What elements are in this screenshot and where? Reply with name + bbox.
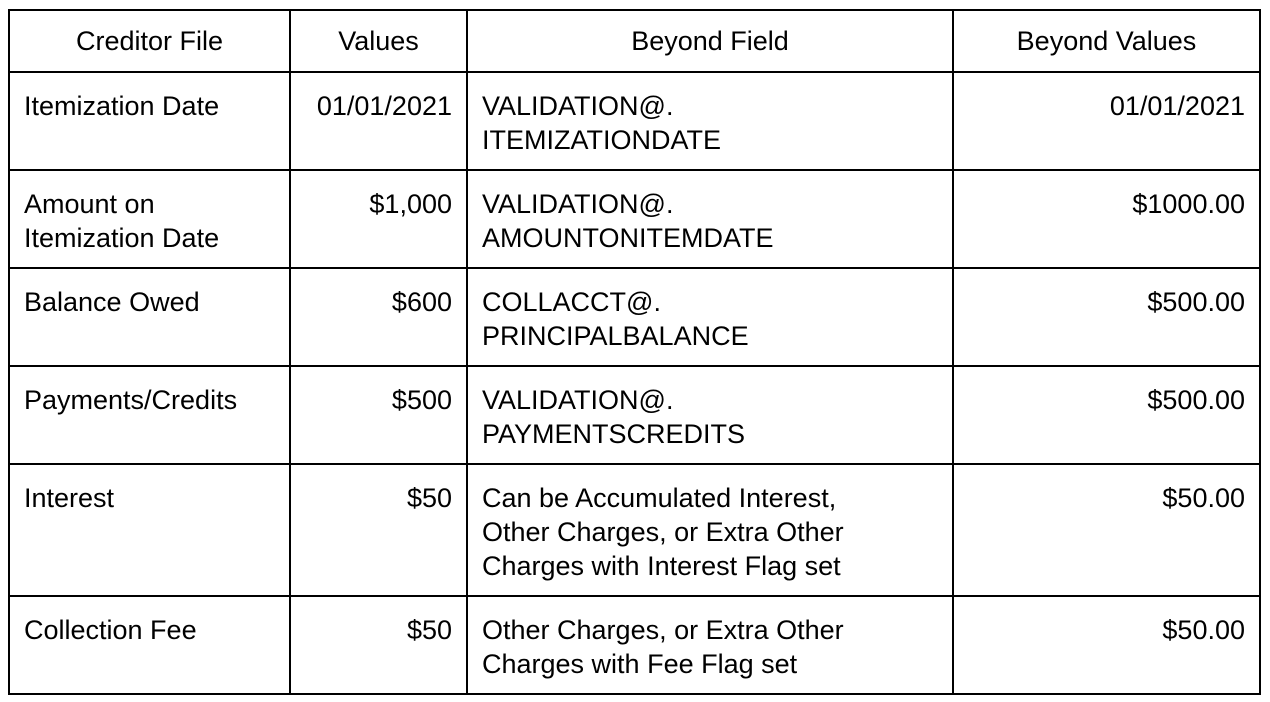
cell-line: Other Charges, or Extra Other	[482, 517, 844, 547]
cell-beyond-field	[467, 596, 953, 694]
cell-value: $1,000	[290, 170, 467, 268]
mapping-table-container	[8, 9, 1261, 695]
cell-line: Payments/Credits	[24, 385, 238, 415]
cell-beyond-field	[467, 464, 953, 596]
cell-value: $50	[290, 464, 467, 596]
cell-creditor-file	[9, 170, 290, 268]
cell-line: VALIDATION@.	[482, 385, 674, 415]
header-values: Values	[290, 10, 467, 72]
cell-line: PAYMENTSCREDITS	[482, 419, 746, 449]
cell-creditor-file	[9, 72, 290, 170]
cell-value: $50	[290, 596, 467, 694]
cell-beyond-value: $50.00	[953, 596, 1260, 694]
cell-creditor-file	[9, 268, 290, 366]
table-row	[9, 596, 1260, 694]
cell-line: Amount on	[24, 189, 155, 219]
table-row	[9, 72, 1260, 170]
cell-line: Collection Fee	[24, 615, 197, 645]
header-beyond-field: Beyond Field	[467, 10, 953, 72]
field-mapping-table	[8, 9, 1261, 695]
cell-line: COLLACCT@.	[482, 287, 661, 317]
cell-creditor-file	[9, 464, 290, 596]
cell-beyond-value: $1000.00	[953, 170, 1260, 268]
header-creditor-file: Creditor File	[9, 10, 290, 72]
cell-beyond-field	[467, 366, 953, 464]
cell-creditor-file	[9, 366, 290, 464]
cell-line: VALIDATION@.	[482, 91, 674, 121]
cell-line: Can be Accumulated Interest,	[482, 483, 837, 513]
cell-value: $500	[290, 366, 467, 464]
table-row	[9, 366, 1260, 464]
cell-line: Itemization Date	[24, 223, 220, 253]
cell-beyond-value: $50.00	[953, 464, 1260, 596]
cell-line: Other Charges, or Extra Other	[482, 615, 844, 645]
cell-beyond-field	[467, 268, 953, 366]
table-row	[9, 170, 1260, 268]
cell-line: Charges with Fee Flag set	[482, 649, 798, 679]
cell-value: 01/01/2021	[290, 72, 467, 170]
table-row	[9, 268, 1260, 366]
cell-line: Balance Owed	[24, 287, 200, 317]
cell-creditor-file	[9, 596, 290, 694]
cell-line: Itemization Date	[24, 91, 220, 121]
cell-beyond-field	[467, 72, 953, 170]
table-header-row	[9, 10, 1260, 72]
cell-beyond-field	[467, 170, 953, 268]
cell-line: Interest	[24, 483, 115, 513]
cell-beyond-value: $500.00	[953, 268, 1260, 366]
cell-line: ITEMIZATIONDATE	[482, 125, 721, 155]
cell-line: VALIDATION@.	[482, 189, 674, 219]
cell-line: AMOUNTONITEMDATE	[482, 223, 774, 253]
header-beyond-values: Beyond Values	[953, 10, 1260, 72]
table-row	[9, 464, 1260, 596]
cell-beyond-value: 01/01/2021	[953, 72, 1260, 170]
cell-value: $600	[290, 268, 467, 366]
cell-beyond-value: $500.00	[953, 366, 1260, 464]
cell-line: PRINCIPALBALANCE	[482, 321, 749, 351]
cell-line: Charges with Interest Flag set	[482, 551, 841, 581]
